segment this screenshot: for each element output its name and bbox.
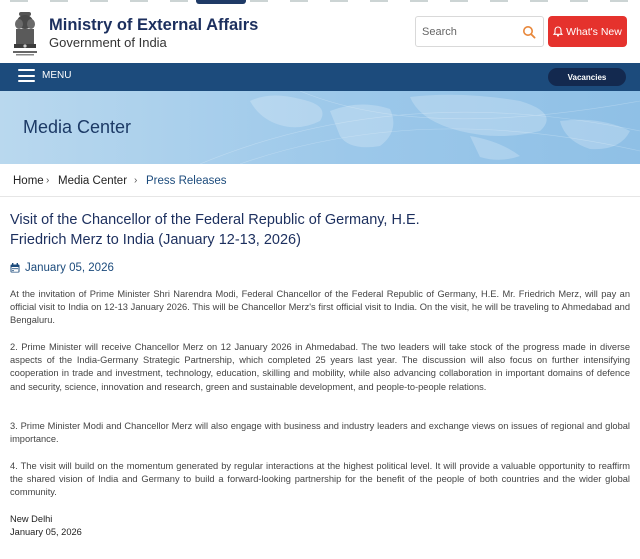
search-box (415, 16, 544, 47)
menu-button[interactable] (18, 69, 71, 82)
article-paragraph: 2. Prime Minister will receive Chancellor Merz on 12 January 2026 in Ahmedabad. The two leaders will take stock of the progress made in diverse aspects of the India-Germany Strategic Partnership, which completed 25 years last year. The discussion will also focus on further intensifying cooperation in trade and investment, technology, education, skilling and mobility, while also advancing collaboration in important domains of defence and security, science, innovation and research, green and sustainable development, and people-to-people relations. (10, 342, 630, 392)
search-input[interactable] (422, 24, 522, 40)
breadcrumb-press-releases[interactable]: Press Releases (146, 175, 227, 187)
article-title-line: Friedrich Merz to India (January 12-13, 2026) (10, 232, 301, 248)
breadcrumb (0, 164, 640, 197)
search-icon[interactable] (522, 25, 536, 39)
article-title (10, 210, 480, 250)
menu-label: MENU (42, 70, 72, 81)
breadcrumb-separator: › (134, 175, 138, 186)
article-date (10, 262, 114, 274)
article-paragraph: 3. Prime Minister Modi and Chancellor Merz will also engage with business and industry leaders and exchange views on issues of regional and global importance. (10, 421, 630, 445)
vacancies-button[interactable]: Vacancies (548, 68, 626, 86)
page-banner (0, 91, 640, 164)
whats-new-label: What's New (566, 25, 622, 38)
hamburger-icon (18, 69, 35, 82)
article-title-line: Visit of the Chancellor of the Federal Republic of Germany, H.E. (10, 212, 420, 228)
breadcrumb-media-center[interactable]: Media Center (58, 175, 128, 187)
ministry-title[interactable]: Ministry of External Affairs (49, 16, 259, 34)
breadcrumb-home[interactable]: Home (13, 175, 44, 187)
breadcrumb-separator: › (46, 175, 50, 186)
national-emblem-icon[interactable] (10, 10, 40, 58)
main-nav (0, 63, 640, 91)
dateline-place: New Delhi (10, 514, 53, 524)
article-date-text: January 05, 2026 (25, 262, 114, 274)
utility-active-tab[interactable] (196, 0, 246, 4)
utility-links-faded (10, 0, 630, 2)
whats-new-button[interactable] (548, 16, 627, 47)
site-header (0, 6, 640, 63)
ministry-subtitle: Government of India (49, 35, 167, 50)
page-title: Media Center (23, 117, 132, 137)
article-paragraph: 4. The visit will build on the momentum generated by regular interactions at the highest political level. It will provide a valuable opportunity to reaffirm the shared vision of India and Germany to build a forward-looking partnership for the benefit of the people of both countries and the wider global community. (10, 461, 630, 498)
bell-icon (553, 26, 563, 37)
dateline-date: January 05, 2026 (10, 527, 82, 537)
article-paragraph: At the invitation of Prime Minister Shri Narendra Modi, Federal Chancellor of the Federal Republic of Germany, H.E. Mr. Friedrich Merz, will pay an official visit to India on 12-13 January 2026. This will be Chancellor Merz's first official visit to India. On the visit, he will be traveling to Ahmedabad and Bengaluru. (10, 289, 630, 326)
calendar-icon (10, 263, 20, 273)
